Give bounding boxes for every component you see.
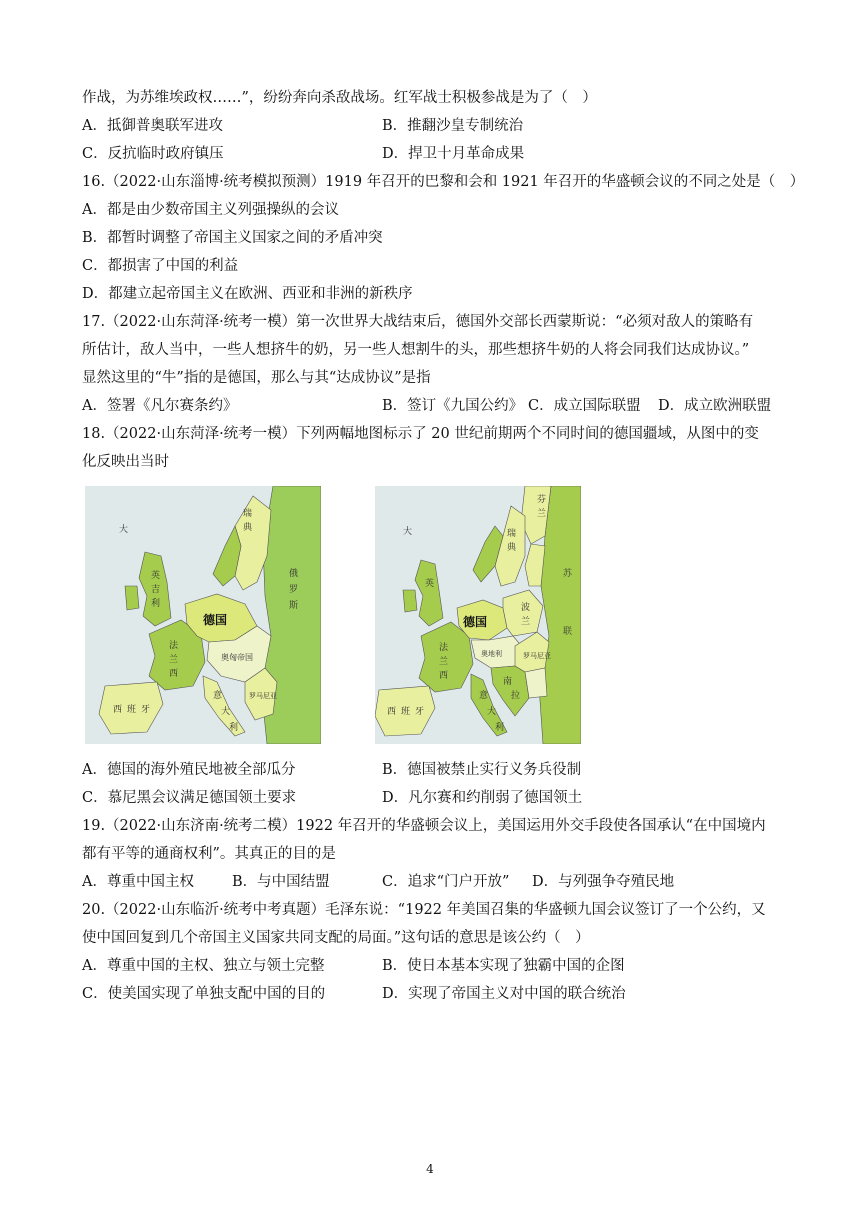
map1-label: 奥匈帝国 bbox=[221, 653, 253, 662]
q16-option-b[interactable]: B．都暂时调整了帝国主义国家之间的矛盾冲突 bbox=[82, 230, 383, 246]
map-postwar-europe bbox=[375, 486, 581, 744]
q20-stem-line1: 20.（2022·山东临沂·统考中考真题）毛泽东说：“1922 年美国召集的华盛顿九国会议签订了一个公约，又 bbox=[82, 902, 766, 918]
q15-options-row1 bbox=[82, 112, 782, 140]
map1-label: 罗 bbox=[289, 585, 299, 595]
map1-label: 俄 bbox=[289, 569, 299, 579]
page-number: 4 bbox=[426, 1162, 434, 1176]
q18-option-a[interactable]: A．德国的海外殖民地被全部瓜分 bbox=[82, 762, 296, 778]
map1-label: 西 bbox=[113, 705, 123, 715]
q17-stem-line1: 17.（2022·山东菏泽·统考一模）第一次世界大战结束后，德国外交部长西蒙斯说：“必须对敌人的策略有 bbox=[82, 314, 754, 330]
map1-label: 罗马尼亚 bbox=[249, 692, 277, 700]
q19-option-d[interactable]: D．与列强争夺殖民地 bbox=[532, 874, 675, 890]
map2-label: 拉 bbox=[511, 691, 521, 701]
map1-label: 吉 bbox=[151, 585, 161, 595]
map2-label: 牙 bbox=[415, 707, 425, 717]
map2-label: 奥地利 bbox=[481, 650, 502, 658]
map2-label: 联 bbox=[563, 627, 573, 637]
map1-label: 利 bbox=[229, 723, 239, 733]
q15-option-d[interactable]: D．捍卫十月革命成果 bbox=[382, 146, 525, 162]
map1-label: 斯 bbox=[289, 601, 299, 611]
q15-stem-tail: 作战，为苏维埃政权……”，纷纷奔向杀敌战场。红军战士积极参战是为了（ ） bbox=[82, 90, 597, 106]
q20-option-a[interactable]: A．尊重中国的主权、独立与领土完整 bbox=[82, 958, 325, 974]
q18-maps bbox=[82, 486, 782, 748]
map2-label: 典 bbox=[507, 543, 517, 553]
q15-option-a[interactable]: A．抵御普奥联军进攻 bbox=[82, 118, 223, 134]
map2-label: 英 bbox=[425, 579, 435, 589]
map2-label: 瑞 bbox=[507, 529, 517, 539]
q18-option-b[interactable]: B．德国被禁止实行义务兵役制 bbox=[382, 762, 582, 778]
map2-label: 兰 bbox=[521, 617, 531, 627]
map1-label: 法 bbox=[169, 641, 179, 651]
q15-option-c[interactable]: C．反抗临时政府镇压 bbox=[82, 146, 224, 162]
map1-label-germany: 德国 bbox=[203, 613, 228, 627]
map2-label: 南 bbox=[503, 677, 513, 687]
q19-stem-line2: 都有平等的通商权利”。其真正的目的是 bbox=[82, 846, 336, 862]
map1-label: 利 bbox=[151, 599, 161, 609]
map1-label: 典 bbox=[243, 523, 253, 533]
q17-options bbox=[82, 392, 782, 420]
q20-option-d[interactable]: D．实现了帝国主义对中国的联合统治 bbox=[382, 986, 626, 1002]
map2-label: 兰 bbox=[439, 657, 449, 667]
map1-label: 大 bbox=[119, 525, 129, 535]
map1-label: 意 bbox=[213, 691, 223, 701]
map1-label: 牙 bbox=[141, 705, 151, 715]
q20-option-c[interactable]: C．使美国实现了单独支配中国的目的 bbox=[82, 986, 326, 1002]
map2-label: 罗马尼亚 bbox=[523, 652, 551, 660]
q20-option-b[interactable]: B．使日本基本实现了独霸中国的企图 bbox=[382, 958, 625, 974]
q19-option-b[interactable]: B．与中国结盟 bbox=[232, 874, 330, 890]
map2-label: 兰 bbox=[537, 509, 547, 519]
q16-option-d[interactable]: D．都建立起帝国主义在欧洲、西亚和非洲的新秩序 bbox=[82, 286, 413, 302]
q20-options-row1 bbox=[82, 952, 782, 980]
map2-label: 班 bbox=[401, 707, 411, 717]
q19-option-a[interactable]: A．尊重中国主权 bbox=[82, 874, 194, 890]
map2-label: 利 bbox=[495, 723, 505, 733]
q18-stem-line2: 化反映出当时 bbox=[82, 454, 169, 470]
map2-label: 西 bbox=[439, 671, 449, 681]
q16-option-a[interactable]: A．都是由少数帝国主义列强操纵的会议 bbox=[82, 202, 339, 218]
q18-options-row1 bbox=[82, 756, 782, 784]
q15-option-b[interactable]: B．推翻沙皇专制统治 bbox=[382, 118, 524, 134]
map1-label: 兰 bbox=[169, 655, 179, 665]
map1-label: 瑞 bbox=[243, 509, 253, 519]
q17-option-c[interactable]: C．成立国际联盟 bbox=[528, 398, 641, 414]
q17-stem-line2: 所估计，敌人当中，一些人想挤牛的奶，另一些人想割牛的头，那些想挤牛奶的人将会同我们达成协议。” bbox=[82, 342, 750, 358]
q17-option-d[interactable]: D．成立欧洲联盟 bbox=[658, 398, 772, 414]
q18-option-c[interactable]: C．慕尼黑会议满足德国领土要求 bbox=[82, 790, 297, 806]
q20-stem-line2: 使中国回复到几个帝国主义国家共同支配的局面。”这句话的意思是该公约（ ） bbox=[82, 930, 590, 946]
map2-label: 法 bbox=[439, 643, 449, 653]
q19-stem-line1: 19.（2022·山东济南·统考二模）1922 年召开的华盛顿会议上，美国运用外交手段使各国承认“在中国境内 bbox=[82, 818, 766, 834]
map2-label: 苏 bbox=[563, 569, 573, 579]
map1-label: 班 bbox=[127, 705, 137, 715]
q15-options-row2 bbox=[82, 140, 782, 168]
map2-label: 芬 bbox=[537, 495, 547, 505]
q18-stem-line1: 18.（2022·山东菏泽·统考一模）下列两幅地图标示了 20 世纪前期两个不同时间的德国疆域，从图中的变 bbox=[82, 426, 759, 442]
exam-page bbox=[82, 84, 805, 1008]
map2-bulgaria bbox=[525, 668, 547, 698]
map1-label: 英 bbox=[151, 571, 161, 581]
q18-option-d[interactable]: D．凡尔赛和约削弱了德国领土 bbox=[382, 790, 583, 806]
map-prewar-europe bbox=[85, 486, 321, 744]
map1-label: 西 bbox=[169, 669, 179, 679]
q16-option-c[interactable]: C．都损害了中国的利益 bbox=[82, 258, 239, 274]
map1-label: 大 bbox=[221, 707, 231, 717]
q17-stem-line3: 显然这里的“牛”指的是德国，那么与其“达成协议”是指 bbox=[82, 370, 431, 386]
q17-option-a[interactable]: A．签署《凡尔赛条约》 bbox=[82, 398, 238, 414]
q19-option-c[interactable]: C．追求“门户开放” bbox=[382, 874, 510, 890]
map2-label: 西 bbox=[387, 707, 397, 717]
map2-label: 波 bbox=[521, 603, 531, 613]
map2-label-germany: 德国 bbox=[463, 615, 488, 629]
q17-option-b[interactable]: B．签订《九国公约》 bbox=[382, 398, 524, 414]
map2-label: 大 bbox=[487, 707, 497, 717]
q19-options bbox=[82, 868, 782, 896]
map2-label: 大 bbox=[403, 527, 413, 537]
map1-ireland bbox=[125, 586, 139, 610]
q20-options-row2 bbox=[82, 980, 782, 1008]
q18-options-row2 bbox=[82, 784, 782, 812]
q16-stem: 16.（2022·山东淄博·统考模拟预测）1919 年召开的巴黎和会和 1921 年召开的华盛顿会议的不同之处是（ ） bbox=[82, 174, 805, 190]
map2-ireland bbox=[403, 590, 417, 612]
map2-label: 意 bbox=[479, 691, 489, 701]
